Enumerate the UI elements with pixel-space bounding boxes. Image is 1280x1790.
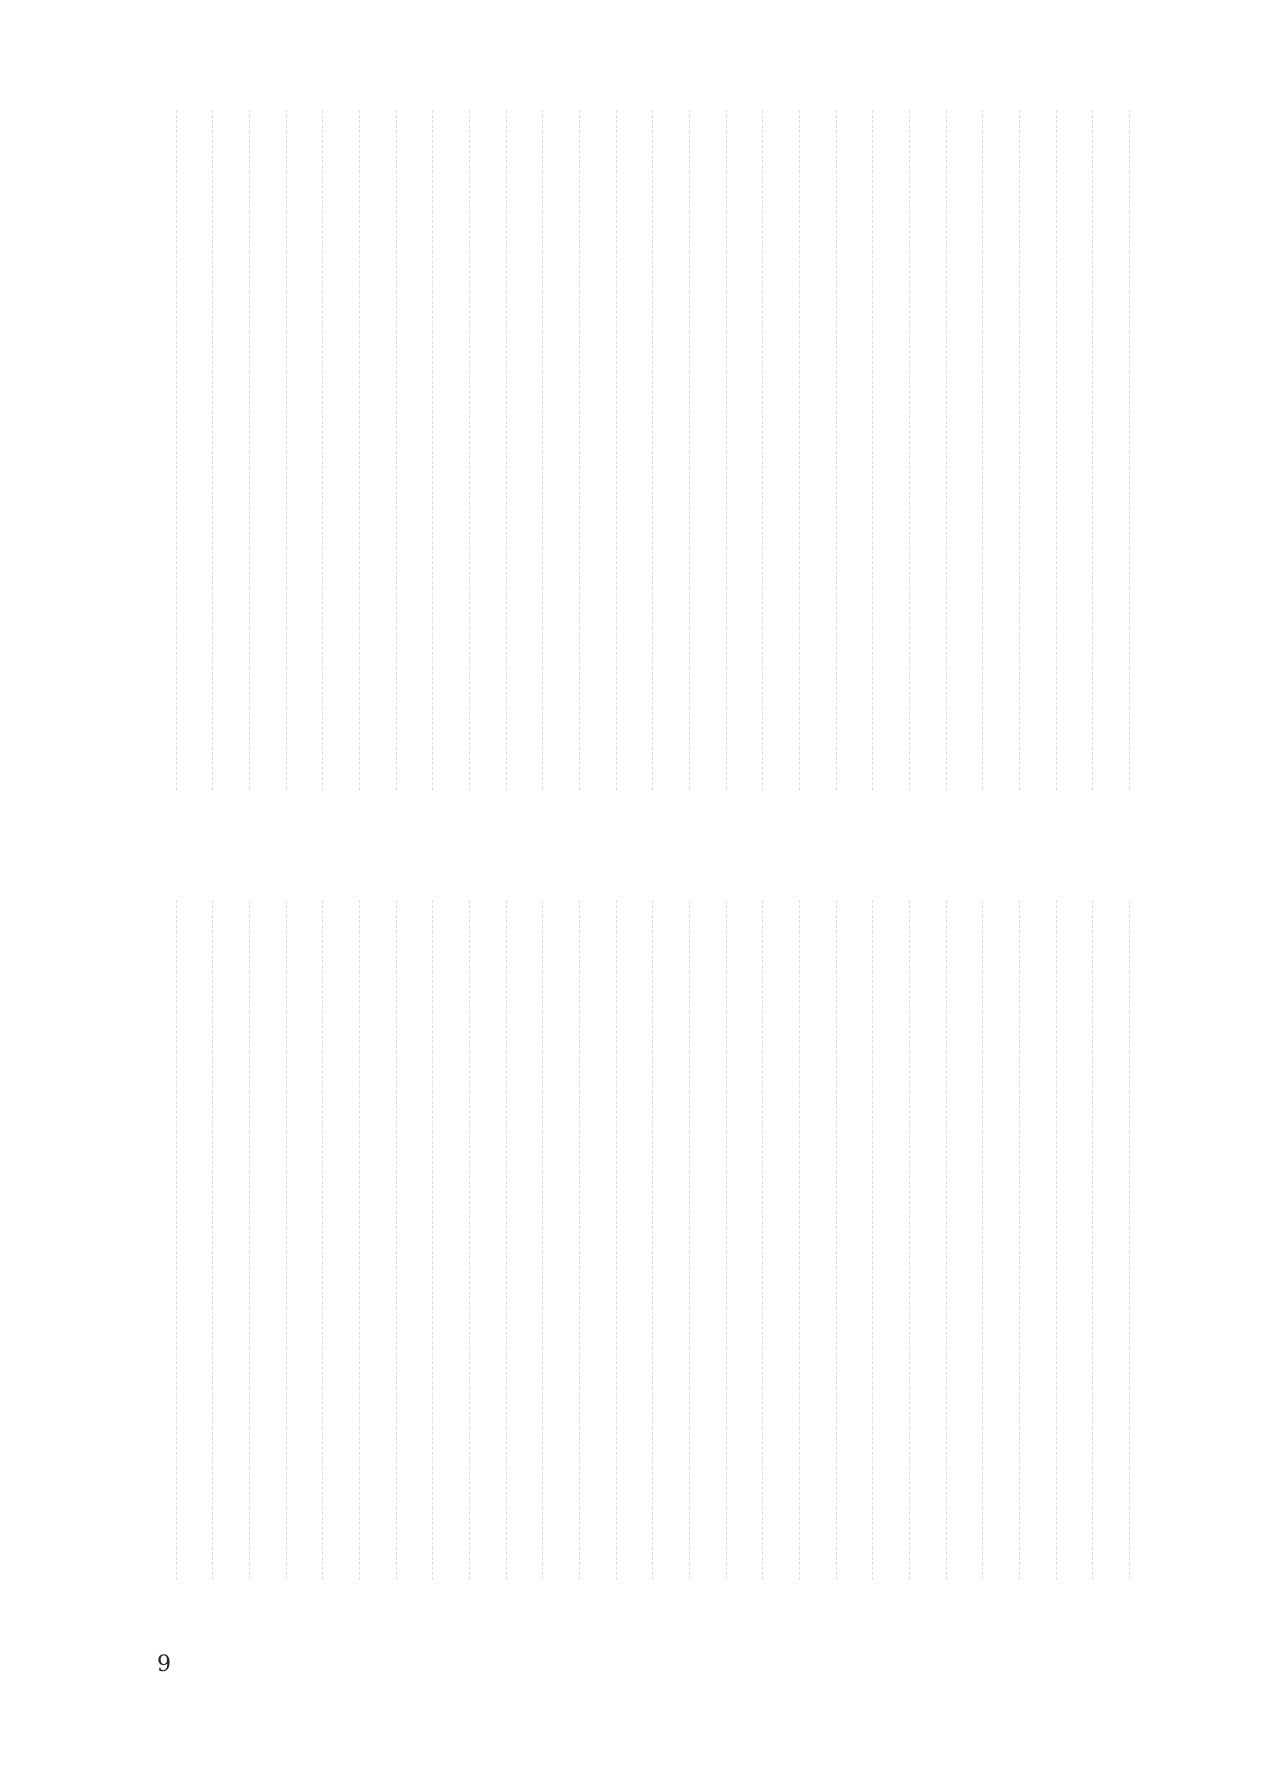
text-line xyxy=(663,110,690,790)
text-line xyxy=(737,900,764,1580)
text-line xyxy=(590,110,617,790)
text-line xyxy=(1103,900,1130,1580)
top-text-block xyxy=(150,110,1130,790)
text-line xyxy=(1067,900,1094,1580)
text-line xyxy=(150,900,177,1580)
text-line xyxy=(370,110,397,790)
text-line xyxy=(957,110,984,790)
text-line xyxy=(223,110,250,790)
text-line xyxy=(1067,110,1094,790)
text-line xyxy=(883,900,910,1580)
text-line xyxy=(553,900,580,1580)
bottom-text-block xyxy=(150,900,1130,1580)
text-line xyxy=(517,900,544,1580)
text-line xyxy=(993,900,1020,1580)
text-line xyxy=(187,110,214,790)
text-line xyxy=(517,110,544,790)
text-line xyxy=(1030,900,1057,1580)
text-line xyxy=(700,900,727,1580)
text-line xyxy=(847,110,874,790)
text-line xyxy=(1103,110,1130,790)
text-line xyxy=(883,110,910,790)
text-line xyxy=(590,900,617,1580)
text-line xyxy=(443,900,470,1580)
text-line xyxy=(370,900,397,1580)
text-line xyxy=(260,110,287,790)
text-line xyxy=(627,110,654,790)
text-line xyxy=(773,110,800,790)
text-line xyxy=(773,900,800,1580)
text-line xyxy=(187,900,214,1580)
text-line xyxy=(700,110,727,790)
text-line xyxy=(847,900,874,1580)
text-line xyxy=(920,110,947,790)
text-line xyxy=(480,110,507,790)
text-line xyxy=(407,110,434,790)
text-line xyxy=(663,900,690,1580)
text-line xyxy=(957,900,984,1580)
text-line xyxy=(297,900,324,1580)
text-line xyxy=(553,110,580,790)
text-line xyxy=(333,110,360,790)
text-line xyxy=(480,900,507,1580)
text-line xyxy=(737,110,764,790)
page-number: 9 xyxy=(157,1652,171,1677)
text-line xyxy=(150,110,177,790)
text-line xyxy=(407,900,434,1580)
text-line xyxy=(443,110,470,790)
text-line xyxy=(260,900,287,1580)
text-line xyxy=(627,900,654,1580)
text-line xyxy=(810,110,837,790)
text-line xyxy=(297,110,324,790)
text-line xyxy=(223,900,250,1580)
text-line xyxy=(333,900,360,1580)
text-line xyxy=(810,900,837,1580)
text-line xyxy=(920,900,947,1580)
text-line xyxy=(1030,110,1057,790)
text-line xyxy=(993,110,1020,790)
